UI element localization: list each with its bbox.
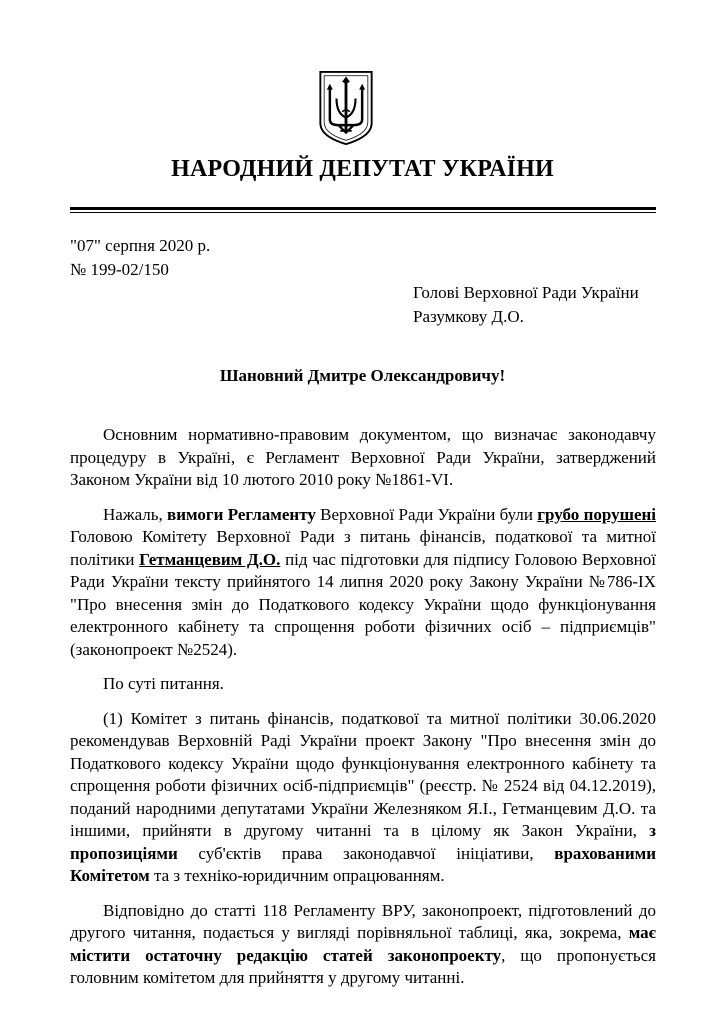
document-heading: НАРОДНИЙ ДЕПУТАТ УКРАЇНИ — [171, 156, 554, 182]
emphasis-committee-head-name: Гетманцевим Д.О. — [139, 549, 281, 569]
text-span: суб'єктів права законодавчої ініціативи, — [177, 843, 555, 863]
text-span: Головою Комітету Верховної Ради з питань фінансів, податкової та митної політики — [70, 527, 656, 569]
emphasis-final-wording: має містити остаточну редакцію статей законопроекту — [70, 923, 656, 965]
addressee-name: Разумкову Д.О. — [413, 307, 524, 326]
paragraph-article-118 — [70, 900, 656, 990]
addressee-block — [413, 281, 639, 329]
text-span: , що пропонується головним комітетом для прийняття у другому читанні. — [70, 945, 656, 987]
paragraph-point-1 — [70, 708, 656, 888]
emphasis-regulation-requirements: вимоги Регламенту — [167, 504, 316, 524]
emphasis-with-proposals: з пропозиціями — [70, 821, 656, 863]
heading-divider-thick — [70, 207, 656, 210]
text-span: Верховної Ради України були — [315, 504, 538, 524]
addressee-title: Голові Верховної Ради України — [413, 283, 639, 302]
trident-emblem-icon — [317, 70, 375, 146]
emphasis-grossly-violated: грубо порушені — [537, 504, 657, 524]
text-span: та з техніко-юридичним опрацюванням. — [149, 866, 445, 885]
document-number: № 199-02/150 — [70, 260, 169, 279]
heading-divider-thin — [70, 212, 656, 213]
salutation: Шановний Дмитре Олександровичу! — [219, 366, 506, 385]
text-span: (1) Комітет з питань фінансів, податкової та митної політики 30.06.2020 рекомендував Верховній Раді України проект Закону "Про внесення змін до Податкового кодексу України щодо функціонування електронного кабінету та спрощення роботи фізичних осіб-підприємців" (реєстр. № 2524 від 04.12.2019), поданий народними депутатами України Железняком Я.І., Гетманцевим Д.О. та іншими, прийняти в другому читанні та в цілому як Закон України, — [70, 708, 656, 840]
text-span: Нажаль, — [103, 504, 168, 524]
emphasis-taken-into-account: врахованими Комітетом — [70, 843, 656, 885]
document-meta — [70, 234, 210, 282]
text-span: Відповідно до статті 118 Регламенту ВРУ, законопроект, підготовлений до другого читання, подається у вигляді порівняльної таблиці, яка, зокрема, — [70, 900, 656, 942]
paragraph-regulation: Основним нормативно-правовим документом, що визначає законодавчу процедуру в Україні, є Регламент Верховної Ради України, затверджений Законом України від 10 лютого 2010 року №1861-VI. — [70, 425, 656, 489]
paragraph-violation — [70, 504, 656, 662]
text-span: під час підготовки для підпису Головою Верховної Ради України тексту прийнятого 14 липня 2020 року Закону України №786-ІХ "Про внесення змін до Податкового кодексу України щодо функціонування електронного кабінету та спрощення роботи фізичних осіб – підприємців" (законопроект №2524). — [70, 549, 656, 659]
letter-body — [70, 424, 656, 1002]
document-date: "07" серпня 2020 р. — [70, 236, 211, 255]
paragraph-essence: По суті питання. — [103, 674, 224, 693]
